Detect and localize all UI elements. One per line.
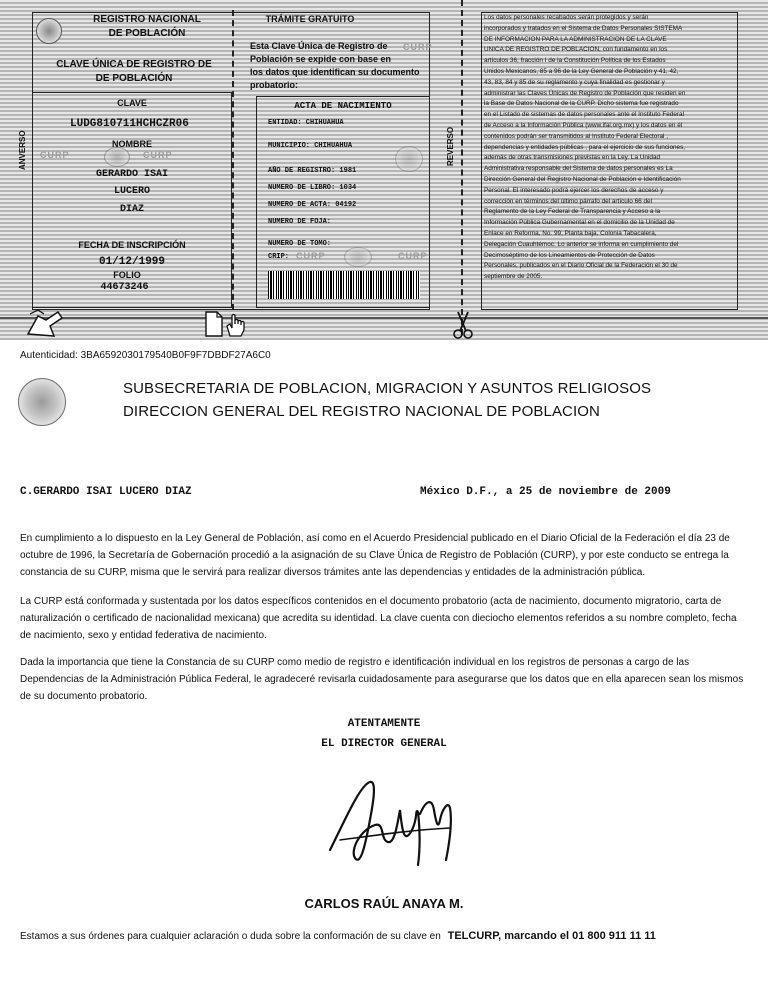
- privacy-line: artículos 36, fracción I de la Constitución Política de los Estados: [484, 57, 666, 65]
- privacy-line: Personales, publicados en el Diario Oficial de la Federación el 30 de: [484, 262, 678, 270]
- telcurp-phone: TELCURP, marcando el 01 800 911 11 11: [447, 930, 656, 942]
- privacy-line: septiembre de 2005.: [484, 273, 543, 281]
- reverso-label: REVERSO: [446, 126, 455, 166]
- paragraph-3: [20, 654, 755, 705]
- watermark-seal-middle-2: [344, 247, 372, 267]
- watermark-seal-left: [104, 147, 130, 167]
- registro-title-2: DE POBLACIÓN: [108, 28, 186, 39]
- clave-value: LUDG810711HCHCZR06: [70, 118, 189, 130]
- nombre-value: GERARDO ISAI: [95, 169, 168, 180]
- paragraph-line: octubre de 1996, la Secretaría de Gobernación procedió a la asignación de su Clave Única de Registro de Población (CURP), y por este conducto se entrega la: [20, 550, 729, 561]
- cut-line-right: [461, 0, 463, 335]
- intro-line-2: Población se expide con base en: [250, 54, 392, 64]
- privacy-line: de Acceso a la Información Pública (www.ifai.org.mx) y los datos en él: [484, 121, 683, 129]
- curp-watermark-left-2: CURP: [143, 150, 173, 160]
- acta-title: ACTA DE NACIMIENTO: [294, 101, 392, 111]
- folio-value: 44673246: [100, 282, 149, 293]
- anverso-label: ANVERSO: [18, 130, 27, 170]
- coat-of-arms-seal: [36, 18, 62, 44]
- paragraph-line: de su documento probatorio.: [20, 691, 148, 702]
- privacy-line: además de otras transmisiones previstas en la Ley. La Unidad: [484, 154, 661, 162]
- primer-apellido-value: LUCERO: [113, 186, 150, 197]
- fecha-inscripcion-label: FECHA DE INSCRIPCIÓN: [78, 240, 186, 250]
- numero-acta-field: NUMERO DE ACTA: 04192: [268, 201, 357, 209]
- curp-watermark-left-1: CURP: [40, 150, 70, 160]
- paragraph-line: Dada la importancia que tiene la Constancia de su CURP como medio de registro e identificación individual en los registros de personas a cargo de las: [20, 657, 690, 668]
- privacy-line: Personal. El interesado podrá ejercer los derechos de acceso y: [484, 186, 664, 194]
- signer-name: CARLOS RAÚL ANAYA M.: [304, 896, 464, 911]
- privacy-line: Dirección General del Registro Nacional de Población e Identificación: [484, 175, 681, 183]
- paragraph-line: naturalización o certificado de nacionalidad mexicana) que acredita su identidad. La clave cuenta con dieciocho elementos referidos a su nombre completo, fecha: [20, 613, 737, 624]
- paragraph-line: La CURP está conformada y sustentada por los datos específicos contenidos en el documento probatorio (acta de nacimiento, documento migratorio, carta de: [20, 596, 722, 607]
- registro-title-1: REGISTRO NACIONAL: [93, 14, 201, 25]
- privacy-line: Decimoséptimo de los Lineamientos de Protección de Datos: [484, 251, 655, 259]
- recipient-name: C.GERARDO ISAI LUCERO DIAZ: [20, 486, 192, 498]
- privacy-line: Enlace en Reforma, No. 99, Planta baja, Colonia Tabacalera,: [484, 229, 657, 237]
- numero-tomo-field: NUMERO DE TOMO:: [268, 240, 332, 248]
- paragraph-line: constancia de su CURP, misma que le servirá para realizar diversos trámites ante las dependencias y entidades de la administración pública.: [20, 567, 646, 578]
- curp-watermark-top: CURP: [403, 42, 433, 52]
- privacy-line: 43, 83, 84 y 85 de su reglamento y cuya finalidad es gestionar y: [484, 78, 665, 86]
- clave-unica-title-2: DE POBLACIÓN: [95, 73, 173, 84]
- privacy-line: contenidos podrán ser transmitidos al Instituto Federal Electoral ,: [484, 132, 669, 140]
- handwritten-signature: [300, 770, 470, 870]
- privacy-line: UNICA DE REGISTRO DE POBLACION, con fundamento en los: [484, 46, 668, 54]
- privacy-notice-text: [484, 13, 738, 283]
- closing-atentamente: ATENTAMENTE: [347, 718, 421, 730]
- closing-cargo: EL DIRECTOR GENERAL: [321, 738, 447, 750]
- privacy-line: Reglamento de la Ley Federal de Transparencia y Acceso a la: [484, 208, 661, 216]
- watermark-seal-middle: [395, 146, 423, 172]
- segob-seal: [18, 378, 66, 426]
- clave-unica-title-1: CLAVE ÚNICA DE REGISTRO DE: [56, 59, 212, 70]
- scissors-icon: [452, 310, 474, 340]
- curp-watermark-middle-2: CURP: [398, 251, 428, 261]
- curp-watermark-middle-1: CURP: [296, 251, 326, 261]
- paragraph-line: En cumplimiento a lo dispuesto en la Ley General de Población, así como en el Acuerdo Presidencial publicado en el Diario Oficial de la Federación el día 23 de: [20, 533, 730, 544]
- pointer-hand-icon: [224, 312, 248, 338]
- privacy-line: administrar las Claves Únicas de Registro de Población que residen en: [484, 89, 686, 97]
- privacy-line: Unidos Mexicanos, 85 a 96 de la Ley General de Población y 41, 42,: [484, 67, 679, 75]
- footer-text: Estamos a sus órdenes para cualquier aclaración o duda sobre la conformación de su clave en: [20, 931, 441, 942]
- anio-registro-field: AÑO DE REGISTRO: 1981: [268, 167, 357, 175]
- privacy-line: incorporados y tratados en el Sistema de Datos Personales SISTEMA: [484, 24, 683, 32]
- header-line-2: DIRECCION GENERAL DEL REGISTRO NACIONAL DE POBLACION: [123, 403, 600, 420]
- privacy-line: corrección en términos del último párrafo del artículo 66 del: [484, 197, 653, 205]
- numero-libro-field: NUMERO DE LIBRO: 1034: [268, 184, 357, 192]
- segundo-apellido-value: DIAZ: [119, 204, 144, 215]
- intro-line-3: los datos que identifican su documento: [250, 67, 420, 77]
- intro-line-4: probatorio:: [250, 80, 298, 90]
- municipio-field: MUNICIPIO: CHIHUAHUA: [268, 142, 353, 150]
- paragraph-line: de nacimiento, sexo y entidad federativa de nacimiento.: [20, 630, 267, 641]
- folio-label: FOLIO: [113, 270, 141, 280]
- fold-hand-icon: [24, 306, 64, 340]
- numero-foja-field: NUMERO DE FOJA:: [268, 218, 332, 226]
- privacy-line: Los datos personales recabados serán protegidos y serán: [484, 14, 649, 21]
- place-and-date: México D.F., a 25 de noviembre de 2009: [420, 486, 671, 498]
- privacy-line: Delegación Cuauhtémoc. Lo anterior se informa en cumplimiento del: [484, 240, 679, 248]
- crip-field: CRIP:: [268, 253, 290, 261]
- entidad-field: ENTIDAD: CHIHUAHUA: [268, 119, 344, 127]
- paragraph-1: [20, 530, 755, 581]
- privacy-line: dependencias y entidades públicas , para el ejercicio de sus funciones,: [484, 143, 686, 151]
- footer-note: [20, 930, 760, 942]
- fold-line-bottom: [0, 317, 768, 319]
- privacy-line: en el Listado de sistemas de datos personales ante el Instituto Federal: [484, 111, 685, 119]
- nombre-label: NOMBRE: [112, 139, 152, 149]
- clave-label: CLAVE: [117, 98, 147, 108]
- fecha-inscripcion-value: 01/12/1999: [98, 256, 165, 268]
- intro-line-1: Esta Clave Única de Registro de: [250, 41, 388, 51]
- paragraph-2: [20, 593, 755, 644]
- authenticity-code: Autenticidad: 3BA6592030179540B0F9F7DBDF27A6C0: [20, 350, 271, 361]
- tramite-gratuito: TRÁMITE GRATUITO: [265, 14, 355, 24]
- privacy-line: la Base de Datos Nacional de la CURP. Dicho sistema fue registrado: [484, 100, 679, 108]
- document-icon: [204, 310, 224, 338]
- privacy-line: Información Pública Gubernamental en el domicilio de la Unidad de: [484, 219, 675, 227]
- header-line-1: SUBSECRETARIA DE POBLACION, MIGRACION Y ASUNTOS RELIGIOSOS: [123, 380, 652, 397]
- paragraph-line: Dependencias de la Administración Pública Federal, le agradeceré revisarla cuidadosamente para asegurarse que los datos que en ella aparecen sean los mismos: [20, 674, 744, 685]
- privacy-line: Administrativa responsable del Sistema de datos personales es La: [484, 165, 673, 173]
- barcode: [268, 271, 420, 299]
- privacy-line: DE INFORMACION PARA LA ADMINISTRACION DE LA CLAVE: [484, 35, 667, 43]
